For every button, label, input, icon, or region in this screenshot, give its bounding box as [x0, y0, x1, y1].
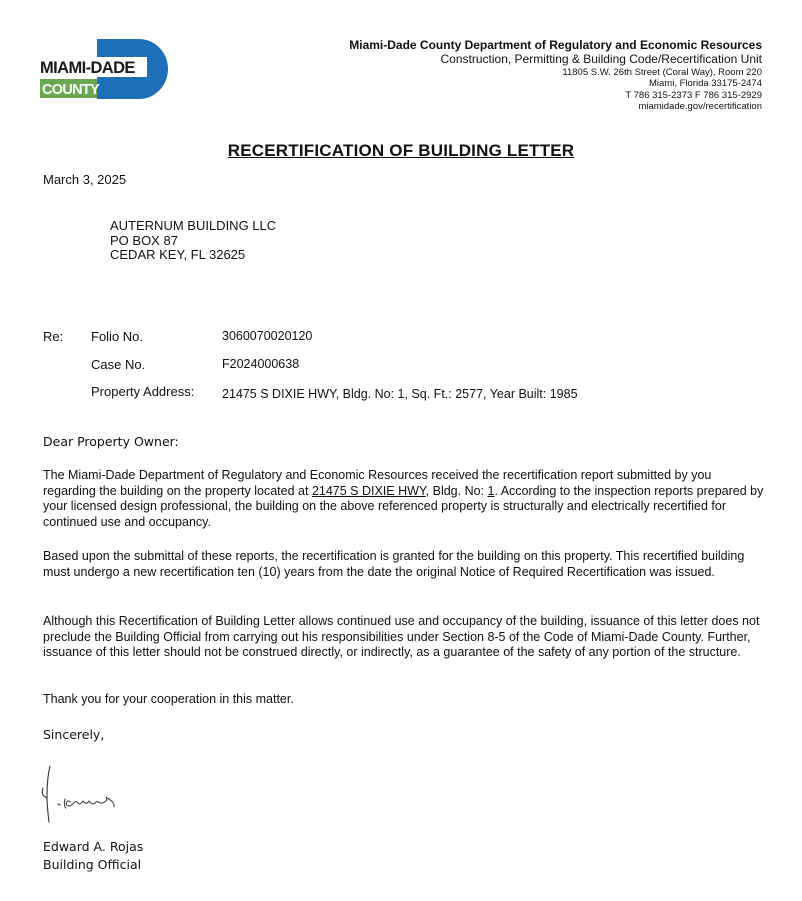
recipient-po-box: PO BOX 87: [110, 232, 178, 248]
recipient-city: CEDAR KEY, FL 32625: [110, 247, 246, 262]
paragraph-1-text-3: . According to the inspection reports prepared by your licensed design professional, the building on the above referenced property is structurally and electrically recertified for continued use and occupancy.: [43, 483, 764, 529]
letter-title: RECERTIFICATION OF BUILDING LETTER: [227, 141, 575, 160]
paragraph-1: [43, 468, 765, 530]
re-label: Re:: [43, 329, 64, 344]
paragraph-1-text: The Miami-Dade Department of Regulatory and Economic Resources received the recertification report submitted by you regarding the building on the property located at: [43, 468, 712, 498]
paragraph-2: Based upon the submittal of these reports, the recertification is granted for the building on this property. This recertified building must undergo a new recertification ten (10) years from the date the original Notice of Required Recertification was issued.: [43, 549, 745, 579]
recipient-address: [110, 219, 276, 263]
property-address-label: Property Address:: [91, 384, 195, 399]
header-website: miamidade.gov/recertification: [638, 100, 762, 112]
unit-name: Construction, Permitting & Building Code/Recertification Unit: [440, 52, 762, 67]
thanks-line: Thank you for your cooperation in this matter.: [43, 692, 294, 706]
paragraph-1-text-2: , Bldg. No:: [425, 483, 488, 498]
signer-title: Building Official: [43, 857, 142, 872]
property-address-value: 21475 S DIXIE HWY, Bldg. No: 1, Sq. Ft.: 2577, Year Built: 1985: [222, 387, 578, 401]
closing: Sincerely,: [43, 727, 105, 742]
paragraph-1-address: 21475 S DIXIE HWY: [311, 483, 426, 498]
case-value: F2024000638: [222, 357, 300, 371]
logo-text-line2: COUNTY: [42, 82, 100, 98]
header-phone: T 786 315-2373 F 786 315-2929: [625, 89, 762, 101]
signer-block: [43, 838, 143, 874]
header-city: Miami, Florida 33175-2474: [648, 78, 762, 90]
paragraph-1-bldg: 1: [487, 483, 495, 498]
signer-name: Edward A. Rojas: [43, 839, 144, 854]
paragraph-3: Although this Recertification of Building Letter allows continued use and occupancy of the building, issuance of this letter does not preclude the Building Official from carrying out his responsibilities under Section 8-5 of the Code of Miami-Dade County. Further, issuance of this letter should not be construed directly, or indirectly, as a guarantee of the safety of any portion of the structure.: [43, 614, 760, 659]
logo-text-line1: MIAMI-DADE: [40, 59, 135, 77]
miami-dade-county-logo: [39, 38, 169, 100]
recipient-name: AUTERNUM BUILDING LLC: [110, 218, 277, 233]
department-name: Miami-Dade County Department of Regulatory and Economic Resources: [349, 38, 762, 52]
department-header: [349, 38, 762, 112]
folio-label: Folio No.: [91, 329, 144, 344]
case-label: Case No.: [91, 357, 146, 372]
letter-date: March 3, 2025: [43, 172, 127, 187]
header-street: 11805 S.W. 26th Street (Coral Way), Room 220: [562, 66, 762, 78]
folio-value: 3060070020120: [222, 329, 313, 343]
greeting: Dear Property Owner:: [43, 434, 179, 449]
signature-image: [36, 760, 136, 836]
